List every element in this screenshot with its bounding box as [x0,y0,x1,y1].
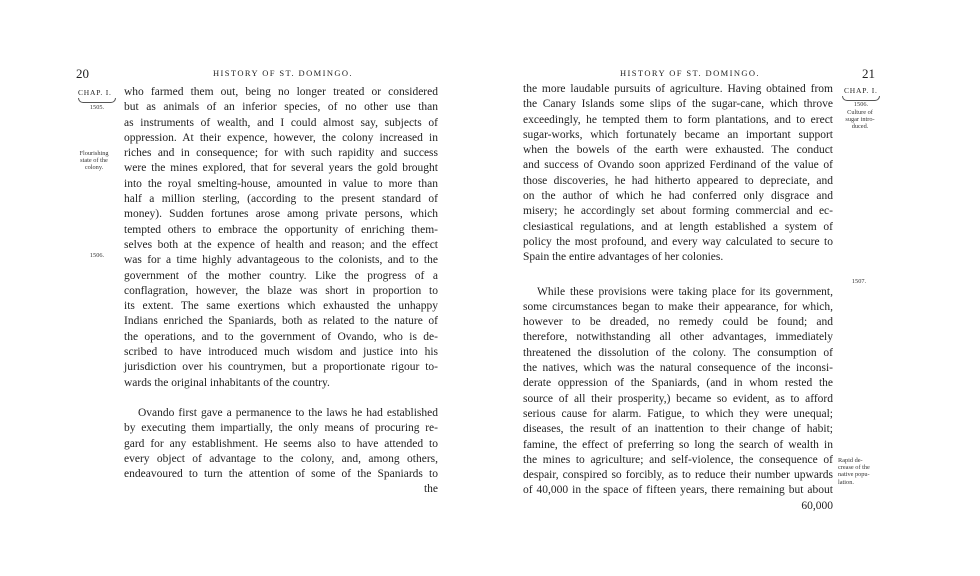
running-head: HISTORY OF ST. DOMINGO. [620,68,760,78]
margin-note-year: 1506. [853,101,869,108]
right-page [490,0,980,576]
text-line: tempted others to embrace the opportunity of enriching them- [124,223,438,236]
chapter-brace [78,98,116,103]
margin-note-decrease: Rapid de- crease of the native popu- lation. [838,457,870,486]
text-line: but as animals of an inferior species, of no other use than [124,101,438,114]
text-line: oppression. At their expence, however, the colony increased in [124,131,438,144]
text-line: into the royal smelting-house, amounted in value to more than [124,177,438,190]
text-line: half a million sterling, (according to the present standard of [124,193,438,206]
body-text [523,82,833,514]
text-line: misery; he accordingly set about forming commercial and ec- [523,205,833,218]
margin-note-year: 1505. [89,104,105,111]
text-line: selves both at the expence of health and reason; and the effect [124,238,438,251]
text-line: the more laudable pursuits of agriculture. Having obtained from [523,83,833,95]
text-line: the Canary Islands some slips of the sugar-cane, which throve [523,98,833,111]
text-line: was for a time highly advantageous to the colonists, and to the [124,254,438,267]
text-line: Indians enriched the Spaniards, both as related to the nature of [124,315,438,328]
text-line: government of the mother country. Like the progress of a [124,269,438,282]
margin-note-year: 1507. [851,278,867,285]
text-line: Ovando first gave a permanence to the laws he had established [138,406,438,419]
text-line: money). Sudden fortunes arose among private persons, which [124,208,438,221]
text-line: serious cause for alarm. Fatigue, to which they were unequal; [523,407,833,420]
margin-note-flourishing: Flourishing state of the colony. [79,150,109,172]
text-line: by executing them impartially, the only means of procuring re- [124,422,438,435]
text-line: and success of Ovando soon apprized Ferdinand of the value of [523,159,833,172]
text-line: every object of advantage to the colony, and, among others, [124,452,438,465]
text-line: derate oppression of the Spaniards, (and in whom rested the [523,377,833,390]
text-line: despair, conspired so forcibly, as to reduce their number upwards [523,469,833,482]
text-line: scribed to have introduced much wisdom and justice into his [124,346,438,359]
text-line: the mines to agriculture; and self-violence, the consequence of [523,453,833,466]
text-line: of 40,000 in the space of fifteen years, there remaining but about [523,484,833,497]
body-text [124,85,438,498]
text-line: source of all their prosperity,) became so evident, as to afford [523,392,833,405]
text-line: jurisdiction over his countrymen, but a proportionate rigour to- [124,361,438,374]
text-line: famine, the effect of preferring so long the search of wealth in [523,438,833,451]
text-line: however to be dreaded, no remedy could be found; and [523,316,833,329]
text-line: those discoveries, he had hitherto appeared to depreciate, and [523,174,833,187]
text-line: clesiastical regulations, and at length established a system of [523,220,833,233]
text-line: as instruments of wealth, and I could almost say, subjects of [124,116,438,129]
text-line: Spain the entire advantages of her colonies. [523,251,724,264]
text-line: sugar-works, which fortunately became an important support [523,128,833,141]
text-line: threatened the dissolution of the colony. The consumption of [523,346,833,359]
text-line: gard for any establishment. He seems also to have attended to [124,437,438,450]
page-number: 21 [862,66,875,81]
text-line: conflagration, however, the blaze was short in proportion to [124,284,438,297]
catchword: 60,000 [801,499,833,512]
margin-note-sugar: Culture of sugar intro- duced. [845,109,875,131]
chapter-label: CHAP. I. [844,86,878,95]
text-line: its extent. The same exertions which exhausted the unhappy [124,300,438,313]
running-head: HISTORY OF ST. DOMINGO. [213,68,353,78]
text-line: when the bowels of the earth were exhausted. The conduct [523,144,833,157]
margin-note-year: 1506. [89,252,105,259]
text-line: on the author of which he had conferred only disgrace and [523,190,833,203]
text-line: riches and in consequence; for with such rapidity and success [124,147,438,160]
catchword: the [423,483,438,496]
text-line: While these provisions were taking place for its government, [537,285,833,298]
text-line: who farmed them out, being no longer treated or considered [124,86,438,98]
text-line: wards the original inhabitants of the country. [124,376,330,389]
chapter-label: CHAP. I. [78,88,112,97]
text-line: the natives, which was the natural consequence of the inconsi- [523,362,833,375]
text-line: endeavoured to turn the attention of some of the Spaniards to [124,468,438,481]
text-line: diseases, the result of an inattention to their change of habit; [523,423,833,436]
text-line: therefore, notwithstanding all other advantages, immediately [523,331,833,344]
text-line: exceedingly, he tempted them to form plantations, and to erect [523,113,833,126]
text-line: were the mines explored, that for several years the gold brought [124,162,438,175]
text-line: policy the most profound, and every way calculated to secure to [523,235,833,248]
page-number: 20 [76,66,89,81]
text-line: the operations, and to the government of Ovando, who is de- [124,330,438,343]
text-line: some circumstances began to make their appearance, for which, [523,300,833,313]
